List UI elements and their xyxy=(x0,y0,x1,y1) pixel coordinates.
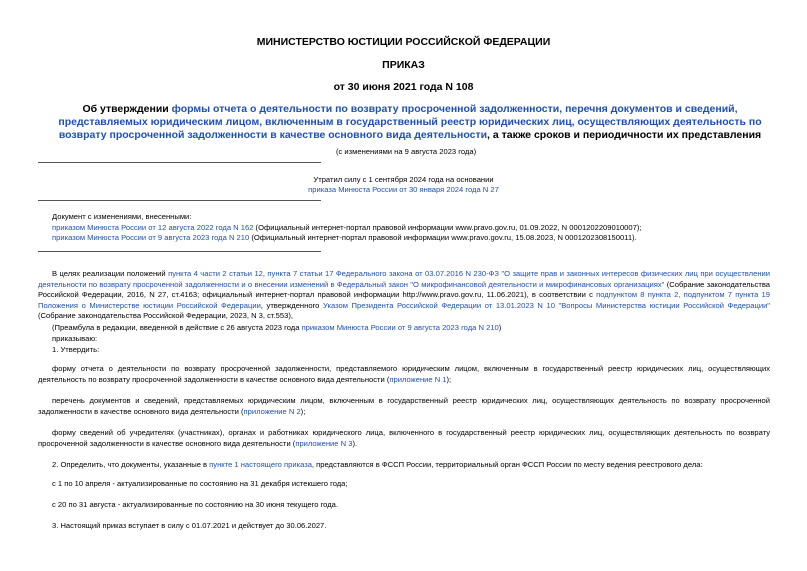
decree-link[interactable]: Указом Президента Российской Федерации от 13.01.2023 N 10 "Вопросы Министерства юстиции Российской Федерации" xyxy=(322,300,771,310)
date-period-august: с 20 по 31 августа - актуализированные по состоянию на 30 июня текущего года. xyxy=(52,500,339,509)
expired-link[interactable]: приказа Минюста России от 30 января 2024 года N 27 xyxy=(308,185,499,194)
preamble: В целях реализации положений пункта 4 части 2 статьи 12, пункта 7 статьи 17 Федерального закона от 03.07.2016 N 230-ФЗ "О защите прав и законных интересов физических лиц при осуществлении деятельности по возврату просроченной задолженности и о внесении изменений в Федеральный закон "О микрофинансовой деятельности и микрофинансовых организациях" (Собрание законодательства Российской Федерации, 2016, N 27, ст.4163; официальный интернет-портал правовой информации http://www.pravo.gov.ru, 11.06.2021), в соответствии с подпунктом 8 пункта 2, подпунктом 7 пункта 19 Положения о Министерстве юстиции Российской Федерации, утвержденного Указом Президента Российской Федерации от 13.01.2023 N 10 "Вопросы Министерства юстиции Российской Федерации" (Собрание законодательства Российской Федерации, 2023, N 3, ст.553), xyxy=(38,269,771,321)
change-link[interactable]: приказом Минюста России от 9 августа 2023 года N 210 xyxy=(52,233,250,243)
divider xyxy=(38,162,321,163)
approve-item-info: форму сведений об учредителях (участниках), органах и работниках юридического лица, включенного в государственный реестр юридических лиц, осуществляющих деятельность по возврату просроченной задолженности в качестве основного вида деятельности (приложение N 3). xyxy=(38,428,770,448)
orders-word: приказываю: xyxy=(52,334,98,343)
divider xyxy=(38,251,321,252)
item-1-link[interactable]: пункте 1 настоящего приказа xyxy=(209,460,312,469)
changes-intro: Документ с изменениями, внесенными: xyxy=(52,212,192,221)
order-heading: ПРИКАЗ xyxy=(382,59,425,71)
order-date: от 30 июня 2021 года N 108 xyxy=(333,81,474,93)
law-link[interactable]: пункта 4 части 2 статьи 12, пункта 7 статьи 17 Федерального закона от 03.07.2016 N 230-ФЗ "О защите прав и законных интересов физических лиц при осуществлении деятельности по возврату просроченной задолженности и о внесении изменений в Федеральный закон "О микрофинансовой деятельности и микрофинансовых организациях" xyxy=(38,269,771,289)
preamble-note-link[interactable]: приказом Минюста России от 9 августа 2023 года N 210 xyxy=(301,323,499,332)
item-3: 3. Настоящий приказ вступает в силу с 01.07.2021 и действует до 30.06.2027. xyxy=(52,521,327,530)
divider xyxy=(38,200,321,201)
title-suffix: , а также сроков и периодичности их представления xyxy=(487,129,762,141)
change-link[interactable]: приказом Минюста России от 12 августа 2022 года N 162 xyxy=(52,222,254,232)
expired-note: Утратил силу с 1 сентября 2024 года на основании xyxy=(313,175,494,184)
regulation-link[interactable]: подпунктом 8 пункта 2, подпунктом 7 пункта 19 Положения о Министерстве юстиции Российской Федерации xyxy=(38,290,770,310)
item-1: 1. Утвердить: xyxy=(52,345,100,354)
amendment-note: (с изменениями на 9 августа 2023 года) xyxy=(336,147,477,156)
change-item: приказом Минюста России от 12 августа 2022 года N 162 (Официальный интернет-портал правовой информации www.pravo.gov.ru, 01.09.2022, N 0001202209010007); xyxy=(52,222,642,232)
change-item: приказом Минюста России от 9 августа 2023 года N 210 (Официальный интернет-портал правовой информации www.pravo.gov.ru, 15.08.2023, N 0001202308150011). xyxy=(52,233,637,243)
appendix-3-link[interactable]: приложение N 3 xyxy=(295,438,353,448)
title-link-form[interactable]: формы отчета о деятельности по возврату просроченной задолженности, перечня документов и сведений, представляемых юридическим лицом, включенным в государственный реестр юридических лиц, осуществляющих деятельность по возврату просроченной задолженности в качестве основного вида деятельности xyxy=(58,103,762,141)
approve-item-list: перечень документов и сведений, представляемых юридическим лицом, включенным в государственный реестр юридических лиц, осуществляющих деятельность по возврату просроченной задолженности в качестве основного вида деятельности (приложение N 2); xyxy=(38,396,770,416)
ministry-heading: МИНИСТЕРСТВО ЮСТИЦИИ РОССИЙСКОЙ ФЕДЕРАЦИИ xyxy=(256,36,551,48)
item-2: 2. Определить, что документы, указанные в пункте 1 настоящего приказа, представляются в ФССП России, территориальный орган ФССП России по месту ведения реестрового дела: xyxy=(52,460,703,469)
appendix-1-link[interactable]: приложение N 1 xyxy=(389,374,447,384)
changes-block xyxy=(52,212,782,244)
date-period-april: с 1 по 10 апреля - актуализированные по состоянию на 31 декабря истекшего года; xyxy=(52,479,348,488)
appendix-2-link[interactable]: приложение N 2 xyxy=(243,406,301,416)
title-prefix: Об утверждении xyxy=(82,103,172,115)
approve-item-form: форму отчета о деятельности по возврату просроченной задолженности, представляемого юридическим лицом, включенным в государственный реестр юридических лиц, осуществляющих деятельность по возврату просроченной задолженности в качестве основного вида деятельности (приложение N 1); xyxy=(38,364,770,384)
document-title xyxy=(55,103,765,142)
preamble-note: (Преамбула в редакции, введенной в действие с 26 августа 2023 года приказом Минюста России от 9 августа 2023 года N 210) xyxy=(52,323,502,332)
